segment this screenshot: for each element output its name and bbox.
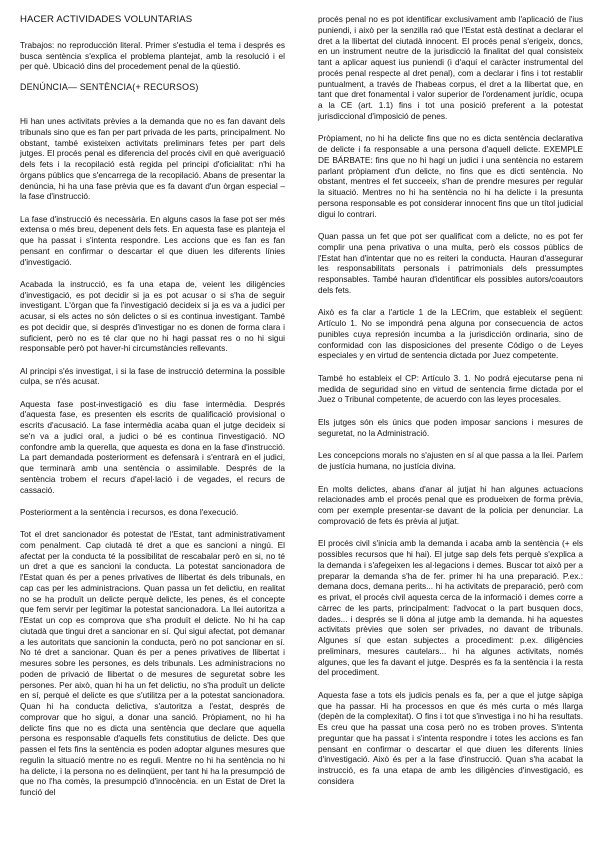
document-title: HACER ACTIVIDADES VOLUNTARIAS <box>20 14 193 25</box>
paragraph: Acabada la instrucció, es fa una etapa de, veient les diligències d'investigació, es pot decidir si ja es pot acusar o si s'ha de seguir investigant. L'òrgan que fa l'investigació decideix si ja es va a judici per acusar, si els actes no són delictes o si es continua investigant. També es pot decidir que, si després d'investigar no es donen de forma clara i suficient, però no es té clar que no hi hagi passat res o no hi sigui responsable però pot haver-hi circumstàncies rellevants. <box>20 278 285 354</box>
section-heading: DENÚNCIA— SENTÈNCIA(+ RECURSOS) <box>20 82 199 93</box>
paragraph: Hi han unes activitats prèvies a la demanda que no es fan davant dels tribunals sino que es fan per part privada de les parts, principalment. No obstant, també existeixen activitats preliminars fetes per part dels jutges. El procés penal es diferencia del procés civil en què averiguació dels fets i la recopilació està regida pel principi d'oficialitat: n'hi ha òrgans públics que s'encarrega de la recopilació. Abans de presentar la denúncia, hi ha una fase prèvia que es fa davant d'un òrgan especial – la fase d'instrucció. <box>20 116 285 202</box>
left-column <box>20 14 285 809</box>
paragraph: Tot el dret sancionador és potestat de l'Estat, tant administrativament com penalment. Cap ciutadà té dret a que es sancioni a ningú. El afectat per la conducta té la possibilitat de rescabalar però en si, no té un dret a que es sancioni la conducta. La potestat sancionadora de l'Estat quan és per a penes privatives de llibertat és dels tribunals, en cap cas per les administracions. Quan passa un fet delictiu, en realitat no se ha produït un delicte perquè delicte, les penes, és el concepte que fem servir per legitimar la potestat sancionadora. La llei autoritza a l'Estat un cop es comprova que s'ha produït el delicte. No hi ha cap ciutadà que tingui dret a sancionar en sí. Qui sigui afectat, pot demanar a les autoritats que sancionin la conducta, però no pot sancionar en sí. No té dret a sancionar. Quan és per a penes privatives de llibertat i mesures sobre les persones, es dels tribunals. Les administracions no poden de privació de llibertat o de mesures de seguretat sobre les persones. Per això, quan hi ha un fet delictiu, no s'ha produït un delicte en sí, perquè el delicte es que s'utilitza per a la potestat sancionadora. Quan hi ha conducta delictiva, s'autoritza a l'estat, després de comprovar que ho sigui, a donar una sanció. Pròpiament, no hi ha delicte fins que no es dicta una sentència que declare que aquella persona es responsable d'aquells fets constitutius de delicte. Des que passen el fets fins la sentència es poden adoptar algunes mesures que regulin la situació mentre no es reguli. Mentre no hi ha sentència no hi ha delicte, i la persona no es delinqüent, per tant hi ha la presumpció de que no l'ha comès, la presumpció d'innocència. en un Estat de Dret la funció del <box>20 529 285 798</box>
paragraph: procés penal no es pot identificar exclusivament amb l'aplicació de l'ius puniendi, i això per la senzilla raó que l'Estat està destinat a declarar el dret a la llibertat del ciutadà innocent. El procés penal s'erigeix, doncs, en un instrument neutre de la jurisdicció la finalitat del qual consisteix tant a aplicar aquest ius puniendi (i d'aquí el caràcter instrumental del procés penal respecte al dret penal), com a declarar i fins i tot restablir puntualment, a través de l'habeas corpus, el dret a la llibertat que, en tant que dret fonamental i valor superior de l'ordenament jurídic, ocupa a la CE (art. 1.1) fins i tot una posició preferent a la potestat jurisdiccional d'imposició de penes. <box>318 14 583 121</box>
paragraph: Al principi s'és investigat, i si la fase de instrucció determina la possible culpa, se n'és acusat. <box>20 365 285 387</box>
paragraph: Els jutges són els únics que poden imposar sancions i mesures de seguretat, no la Administració. <box>318 416 583 438</box>
intro-paragraph: Trabajos: no reproducción literal. Primer s'estudia el tema i després es busca sentència s'explica el problema plantejat, amb la resolució i el per què. Ubicació dins del procedement penal de la qüestió. <box>20 40 285 72</box>
paragraph: Aquesta fase a tots els judicis penals es fa, per a que el jutge sàpiga que ha passar. Hi ha processos en que és més curta o més llarga (depèn de la complexitat). O fins i tot que s'investiga i no hi ha resultats. Es creu que ha passat una cosa però no es troben proves. S'intenta preguntar que ha passat i s'intenta respondre i totes les accions es fan pensant en confirmar o descartar el que diuen les diferents línies d'investigació. Això és per a la fase d'instrucció. Quan s'ha acabat la instrucció, es fa una etapa de amb les diligències d'investigació, es considera <box>318 689 583 786</box>
paragraph: Pròpiament, no hi ha delicte fins que no es dicta sentència declarativa de delicte i fa responsable a una persona d'aquell delicte. EXEMPLE DE BÁRBATE: fins que no hi hagi un judici i una sentència no estarem parlant pròpiament d'un delicte, no fins que es dicti sentència. No obstant, mentres el fet succeeix, s'han de prendre mesures per regular la situació. Mentres no hi ha sentència no hi ha delicte i la presunta persona responsable es pot considerar innocent fins que un títol judicial digui lo contrari. <box>318 133 583 219</box>
paragraph: La fase d'instrucció és necessària. En alguns casos la fase pot ser més extensa o més breu, depenent dels fets. En aquesta fase es planteja el que ha passat i s'intenta respondre. Les accions que es fan es fan pensant en confirmar o descartar el que diuen les diferents línies d'investigació. <box>20 213 285 267</box>
paragraph: Aquesta fase post-investigació es diu fase intermèdia. Després d'aquesta fase, es presenten els escrits de qualificació provisional o escrits d'acusació. La fase intermèdia acaba quan el jutge decideix si se'n va a judici oral, a judici o bé es continua l'investigació. NO confondre amb la querella, que aquesta es dona en la fase d'instrucció. La part demandada posteriorment es defensarà i s'entrarà en el judici, que terminarà amb una sentència o assimilable. Després de la sentència trobem el recurs d'apel·lació i de vegades, el recurs de cassació. <box>20 398 285 495</box>
paragraph: També ho estableix el CP: Artículo 3. 1. No podrá ejecutarse pena ni medida de seguridad sino en virtud de sentencia firme dictada por el Juez o Tribunal competente, de acuerdo con las leyes procesales. <box>318 372 583 405</box>
paragraph: Les concepcions morals no s'ajusten en sí al que passa a la llei. Parlem de justícia humana, no justícia divina. <box>318 450 583 472</box>
right-column <box>318 14 583 798</box>
paragraph: Posteriorment a la sentència i recursos, es dona l'execució. <box>20 506 239 517</box>
paragraph: El procés civil s'inicia amb la demanda i acaba amb la sentència (+ els possibles recursos que hi hai). El jutge sap dels fets perquè s'explica a la demanda i s'afegeixen les al·legacions i demes. Buscar tot això per a preparar la demanda s'ha de fer. primer hi ha una preparació. P.ex.: demana docs, demana perits... hi ha activitats de preparació, però com es privat, el procés civil aquesta cerca de la informació i demes corre a càrrec de les parts, principalment: l'advocat o la part busquen docs, dades... i després se li dóna al jutge amb la demanda. hi ha aquestes activitats prèvies que solen ser privades, no davant de tribunals. Algunes sí que estan subjectes a procediment: p.ex. diligències preliminars, mesures cautelars... hi ha algunes activitats, només algunes, que les fa davant el jutge. Després es fa la sentència i la resta del procediment. <box>318 538 583 678</box>
paragraph: Quan passa un fet que pot ser qualificat com a delicte, no es pot fer complir una pena privativa o una multa, però els cossos públics de l'Estat han d'intentar que no es reiteri la conducta. Hauran d'assegurar les responsabilitats personals i patrimonials dels pressumptes responsables. També hauran d'identificar els possibles autors/coautors dels fets. <box>318 231 583 295</box>
paragraph: En molts delictes, abans d'anar al jutjat hi han algunes actuacions relacionades amb el procés penal que es produeixen de forma prèvia, com per exemple presentar-se davant de la policia per denunciar. La comprovació de fets és prèvia al jutjat. <box>318 483 583 526</box>
paragraph: Això es fa clar a l'article 1 de la LECrim, que estableix el següent: Artículo 1. No se impondrá pena alguna por consecuencia de actos punibles cuya represión incumba a la jurisdicción ordinaria, sino de conformidad con las disposiciones del presente Código o de Leyes especiales y en virtud de sentencia dictada por Juez competente. <box>318 307 583 361</box>
